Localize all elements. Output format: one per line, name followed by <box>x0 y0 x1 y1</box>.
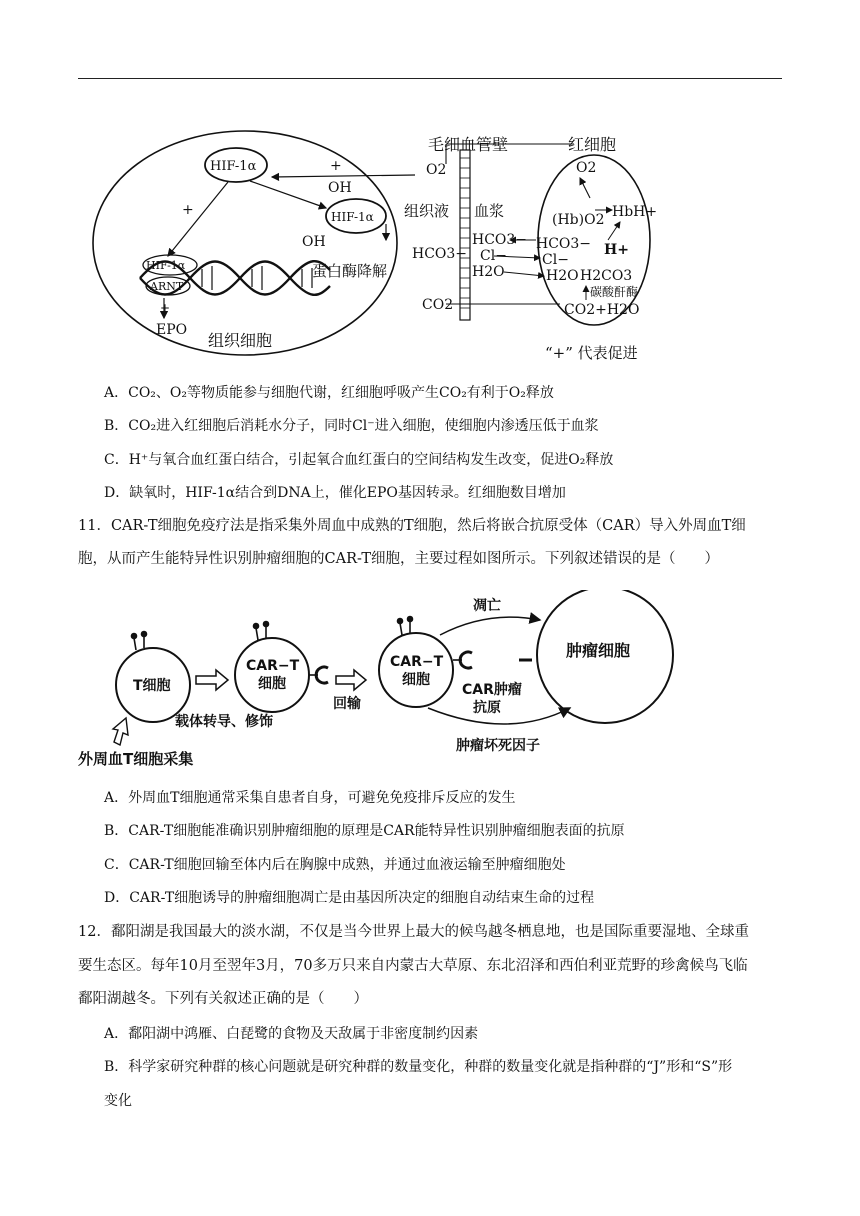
q11-option-b[interactable]: B．CAR-T细胞能准确识别肿瘤细胞的原理是CAR能特异性识别肿瘤细胞表面的抗原 <box>104 823 625 839</box>
hif1a-hydroxylated-label: HIF-1α <box>331 210 374 224</box>
header-rule <box>78 78 782 79</box>
hco3-plasma-label: HCO3− <box>472 232 528 248</box>
co2-h2o-label: CO2+H2O <box>564 302 640 318</box>
apoptosis-arrow <box>440 617 540 635</box>
q10-option-d[interactable]: D．缺氧时，HIF-1α结合到DNA上，催化EPO基因转录。红细胞数目增加 <box>104 485 566 501</box>
red-cell-label: 红细胞 <box>568 135 617 154</box>
transduce-label: 载体转导、修饰 <box>175 714 273 730</box>
cl-rbc-label: Cl− <box>542 252 569 268</box>
capillary-wall <box>460 150 470 320</box>
capillary-wall-label: 毛细血管壁 <box>428 135 509 154</box>
h-plus-arrow <box>608 222 620 240</box>
q12-stem-line3: 鄱阳湖越冬。下列有关叙述正确的是（ ） <box>78 991 368 1007</box>
car-t-cell-1-label-a: CAR−T <box>246 658 300 674</box>
carbonic-anhydrase-label: 碳酸酐酶 <box>590 285 639 299</box>
o2-release-arrow <box>580 178 590 198</box>
hif-to-dna-arrow <box>168 182 228 256</box>
car-t-cell-1-circle <box>235 638 309 712</box>
o2-rbc-label: O2 <box>576 160 597 176</box>
hif1a-label: HIF-1α <box>210 159 257 174</box>
arnt-label: ARNT <box>150 280 184 293</box>
oh-bottom-label: OH <box>302 234 326 250</box>
degradation-label: 蛋白酶降解 <box>312 262 388 280</box>
q11-option-c[interactable]: C．CAR-T细胞回输至体内后在胸腺中成熟，并通过血液运输至肿瘤细胞处 <box>104 857 566 873</box>
tnf-label: 肿瘤坏死因子 <box>456 738 540 754</box>
q12-stem-line2: 要生态区。每年10月至翌年3月，70多万只来自内蒙古大草原、东北沼泽和西伯利亚荒野的珍禽候鸟飞临 <box>78 958 748 974</box>
q12-option-b[interactable]: B．科学家研究种群的核心问题就是研究种群的数量变化，种群的数量变化就是指种群的“J”形和“S”形 <box>104 1059 733 1075</box>
h2o-exchange-arrow <box>504 272 544 276</box>
plasma-label: 血浆 <box>474 202 505 220</box>
h2co3-label: H2CO3 <box>580 268 633 284</box>
car-t-cell-2-label-b: 细胞 <box>402 672 430 688</box>
co2-tissue-label: CO2 <box>422 297 454 313</box>
hbo2-label: (Hb)O2 <box>552 212 605 228</box>
hif-oxygen-diagram <box>90 128 670 368</box>
q10-option-a[interactable]: A．CO₂、O₂等物质能参与细胞代谢，红细胞呼吸产生CO₂有利于O₂释放 <box>104 385 554 401</box>
legend-promote: “+” 代表促进 <box>545 344 638 362</box>
hco3-tissue-label: HCO3− <box>412 246 468 262</box>
h2o-plasma-label: H2O <box>472 264 505 280</box>
oh-top-label: OH <box>328 180 352 196</box>
t-cell-label: T细胞 <box>133 678 171 694</box>
h-plus-label: H+ <box>604 242 629 258</box>
collect-label: 外周血T细胞采集 <box>78 750 194 768</box>
reinfuse-label: 回输 <box>333 696 361 712</box>
q12-option-a[interactable]: A．鄱阳湖中鸿雁、白琵鹭的食物及天敌属于非密度制约因素 <box>104 1026 479 1042</box>
q12-stem-line1: 12．鄱阳湖是我国最大的淡水湖，不仅是当今世界上最大的候鸟越冬栖息地，也是国际重要湿地、全球重 <box>78 924 749 940</box>
dna-rungs <box>202 266 312 290</box>
q11-option-a[interactable]: A．外周血T细胞通常采集自患者自身，可避免免疫排斥反应的发生 <box>104 790 516 806</box>
hco3-rbc-label: HCO3− <box>536 236 592 252</box>
hbh-label: HbH+ <box>612 204 658 220</box>
transduce-arrow <box>196 670 228 690</box>
q12-option-b-continued: 变化 <box>104 1093 132 1109</box>
car-t-cell-1-label-b: 细胞 <box>258 676 286 692</box>
hif-hydroxylation-arrow <box>250 181 326 208</box>
q11-stem-line1: 11．CAR-T细胞免疫疗法是指采集外周血中成熟的T细胞，然后将嵌合抗原受体（CAR）导入外周血T细 <box>78 518 746 534</box>
cl-plasma-label: Cl− <box>480 248 507 264</box>
tissue-cell-label: 组织细胞 <box>208 331 273 350</box>
plus-sign-left: + <box>182 202 194 218</box>
car-antigen-label-b: 抗原 <box>473 700 501 716</box>
collect-arrow <box>113 718 128 745</box>
o2-to-hif-arrow <box>272 175 415 177</box>
t-cell-receptors <box>132 632 147 651</box>
plus-sign-top: + <box>330 158 342 174</box>
hif-dna-label: HIF-1α <box>146 259 186 272</box>
car-t-cell-2-circle <box>379 633 453 707</box>
car-t-process-diagram <box>78 590 678 775</box>
q11-stem-line2: 胞，从而产生能特异性识别肿瘤细胞的CAR-T细胞，主要过程如图所示。下列叙述错误的是（ ） <box>78 551 720 567</box>
o2-tissue-label: O2 <box>426 162 447 178</box>
apoptosis-label: 凋亡 <box>473 598 501 614</box>
reinfuse-arrow <box>336 670 366 690</box>
tissue-fluid-label: 组织液 <box>404 202 450 220</box>
q10-option-c[interactable]: C．H⁺与氧合血红蛋白结合，引起氧合血红蛋白的空间结构发生改变，促进O₂释放 <box>104 452 614 468</box>
tumor-cell-label: 肿瘤细胞 <box>566 641 631 660</box>
car-t-cell-2-label-a: CAR−T <box>390 654 444 670</box>
epo-label: EPO <box>156 322 188 338</box>
h2o-rbc-label: H2O <box>546 268 579 284</box>
q10-option-b[interactable]: B．CO₂进入红细胞后消耗水分子，同时Cl⁻进入细胞，使细胞内渗透压低于血浆 <box>104 418 599 434</box>
car-antigen-label-a: CAR肿瘤 <box>462 682 522 698</box>
plus-sign-epo: + <box>160 301 171 315</box>
q11-option-d[interactable]: D．CAR-T细胞诱导的肿瘤细胞凋亡是由基因所决定的细胞自动结束生命的过程 <box>104 890 595 906</box>
